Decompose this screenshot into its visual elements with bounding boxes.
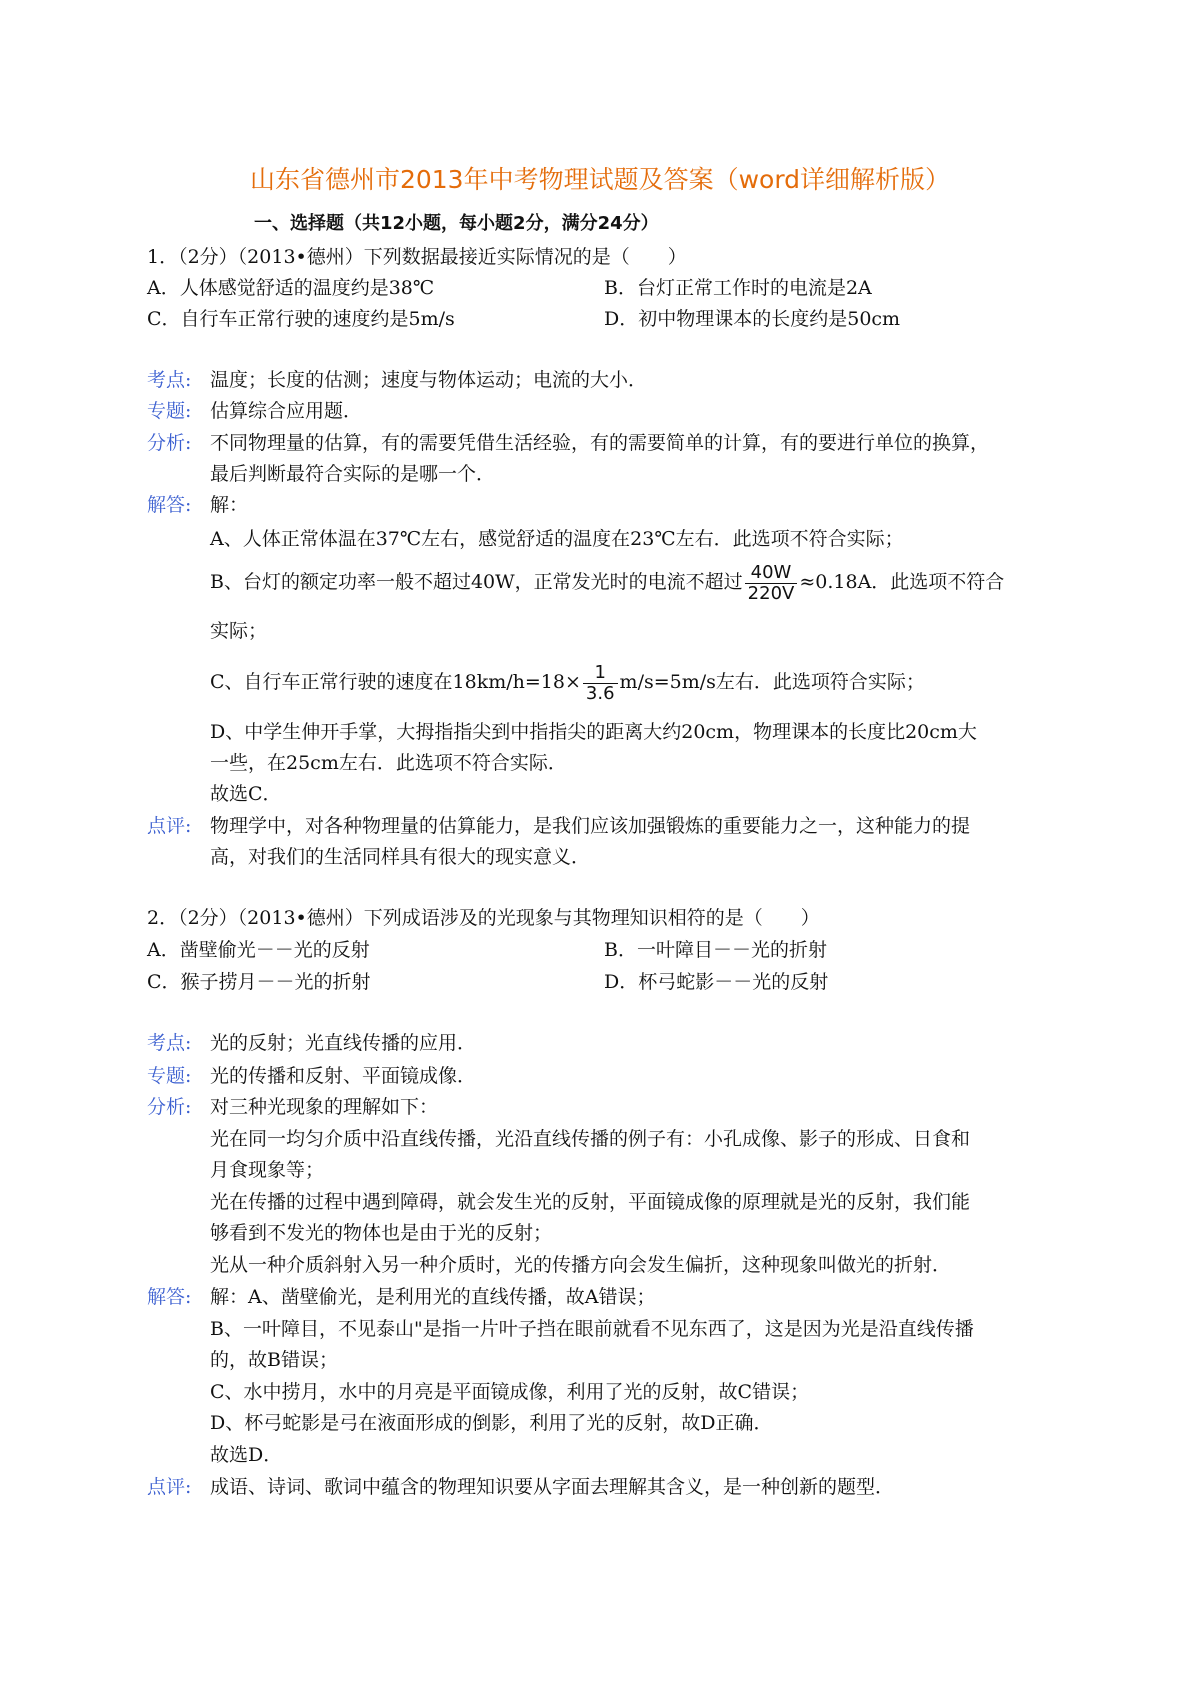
q2-kaodian-text: 光的反射；光直线传播的应用．: [210, 1032, 477, 1054]
q2-fenxi-line-1: 对三种光现象的理解如下：: [210, 1096, 439, 1118]
q2-fenxi-line-5: 够看到不发光的物体也是由于光的反射；: [210, 1222, 553, 1244]
q2-option-d: D．杯弓蛇影－－光的反射: [604, 971, 829, 993]
speed-fraction: [583, 663, 618, 704]
q1-jieda-b-cont: 实际；: [210, 620, 268, 642]
q2-zhuanti-label: 专题:: [147, 1065, 192, 1087]
q1-jieda-b-post: ≈0.18A．此选项不符合: [799, 571, 1005, 593]
q1-option-d: D．初中物理课本的长度约是50cm: [604, 308, 901, 330]
q2-jieda-line-2: B、一叶障目，不见泰山"是指一片叶子挡在眼前就看不见东西了，这是因为光是沿直线传播: [210, 1318, 974, 1340]
q1-stem: 1．（2分）（2013•德州）下列数据最接近实际情况的是（ ）: [147, 246, 687, 268]
q2-answer: 故选D．: [210, 1444, 283, 1466]
q2-dianping-text: 成语、诗词、歌词中蕴含的物理知识要从字面去理解其含义，是一种创新的题型．: [210, 1476, 895, 1498]
q1-answer: 故选C．: [210, 783, 282, 805]
q2-dianping-label: 点评:: [147, 1476, 192, 1498]
q2-jieda-line-4: C、水中捞月，水中的月亮是平面镜成像，利用了光的反射，故C错误；: [210, 1381, 810, 1403]
q1-dianping-line-2: 高，对我们的生活同样具有很大的现实意义．: [210, 846, 591, 868]
q1-fenxi-line-1: 不同物理量的估算，有的需要凭借生活经验，有的需要简单的计算，有的要进行单位的换算，: [210, 432, 990, 454]
q2-jieda-line-3: 的，故B错误；: [210, 1349, 338, 1371]
q2-fenxi-line-6: 光从一种介质斜射入另一种介质时，光的传播方向会发生偏折，这种现象叫做光的折射．: [210, 1254, 952, 1276]
q2-option-c: C．猴子捞月－－光的折射: [147, 971, 371, 993]
q2-option-a: A．凿壁偷光－－光的反射: [147, 939, 370, 961]
q2-option-b: B．一叶障目－－光的折射: [604, 939, 827, 961]
fraction-denominator: 3.6: [585, 682, 615, 704]
q1-jieda-c-pre: C、自行车正常行驶的速度在18km/h=18×: [210, 671, 581, 693]
q2-jieda-line-5: D、杯弓蛇影是弓在液面形成的倒影，利用了光的反射，故D正确．: [210, 1412, 773, 1434]
q1-dianping-line-1: 物理学中，对各种物理量的估算能力，是我们应该加强锻炼的重要能力之一，这种能力的提: [210, 815, 971, 837]
q1-kaodian-text: 温度；长度的估测；速度与物体运动；电流的大小．: [210, 369, 648, 391]
document-title: 山东省德州市2013年中考物理试题及答案（word详细解析版）: [249, 165, 951, 194]
q1-option-c: C．自行车正常行驶的速度约是5m/s: [147, 308, 455, 330]
q1-option-b: B．台灯正常工作时的电流是2A: [604, 277, 872, 299]
q2-fenxi-line-3: 月食现象等；: [210, 1159, 325, 1181]
q1-option-a: A．人体感觉舒适的温度约是38℃: [147, 277, 435, 299]
q1-jieda-label: 解答:: [147, 494, 192, 516]
q2-jieda-line-1: 解：A、凿壁偷光，是利用光的直线传播，故A错误；: [210, 1286, 656, 1308]
q1-fenxi-line-2: 最后判断最符合实际的是哪一个．: [210, 463, 496, 485]
current-fraction: [745, 563, 798, 604]
q1-zhuanti-text: 估算综合应用题．: [210, 400, 363, 422]
q2-stem: 2．（2分）（2013•德州）下列成语涉及的光现象与其物理知识相符的是（ ）: [147, 907, 820, 929]
q1-jieda-intro: 解：: [210, 494, 249, 516]
q1-zhuanti-label: 专题:: [147, 400, 192, 422]
q2-fenxi-line-2: 光在同一均匀介质中沿直线传播，光沿直线传播的例子有：小孔成像、影子的形成、日食和: [210, 1128, 971, 1150]
q2-jieda-label: 解答:: [147, 1286, 192, 1308]
q1-jieda-d-line-2: 一些，在25cm左右．此选项不符合实际．: [210, 752, 567, 774]
q1-jieda-c-post: m/s=5m/s左右．此选项符合实际；: [619, 671, 925, 693]
q2-zhuanti-text: 光的传播和反射、平面镜成像．: [210, 1065, 477, 1087]
q2-kaodian-label: 考点:: [147, 1032, 192, 1054]
q1-fenxi-label: 分析:: [147, 432, 192, 454]
q1-jieda-d-line-1: D、中学生伸开手掌，大拇指指尖到中指指尖的距离大约20cm，物理课本的长度比20cm大: [210, 721, 977, 743]
q1-jieda-b: [210, 558, 1004, 606]
fraction-denominator: 220V: [747, 582, 795, 604]
q2-fenxi-line-4: 光在传播的过程中遇到障碍，就会发生光的反射，平面镜成像的原理就是光的反射，我们能: [210, 1191, 971, 1213]
q1-jieda-c: [210, 658, 925, 706]
q1-dianping-label: 点评:: [147, 815, 192, 837]
fraction-numerator: 40W: [745, 563, 798, 584]
section-heading: 一、选择题（共12小题，每小题2分，满分24分）: [254, 213, 659, 234]
fraction-numerator: 1: [583, 663, 618, 684]
q2-fenxi-label: 分析:: [147, 1096, 192, 1118]
q1-kaodian-label: 考点:: [147, 369, 192, 391]
q1-jieda-a: A、人体正常体温在37℃左右，感觉舒适的温度在23℃左右．此选项不符合实际；: [210, 528, 904, 550]
q1-jieda-b-pre: B、台灯的额定功率一般不超过40W，正常发光时的电流不超过: [210, 571, 743, 593]
